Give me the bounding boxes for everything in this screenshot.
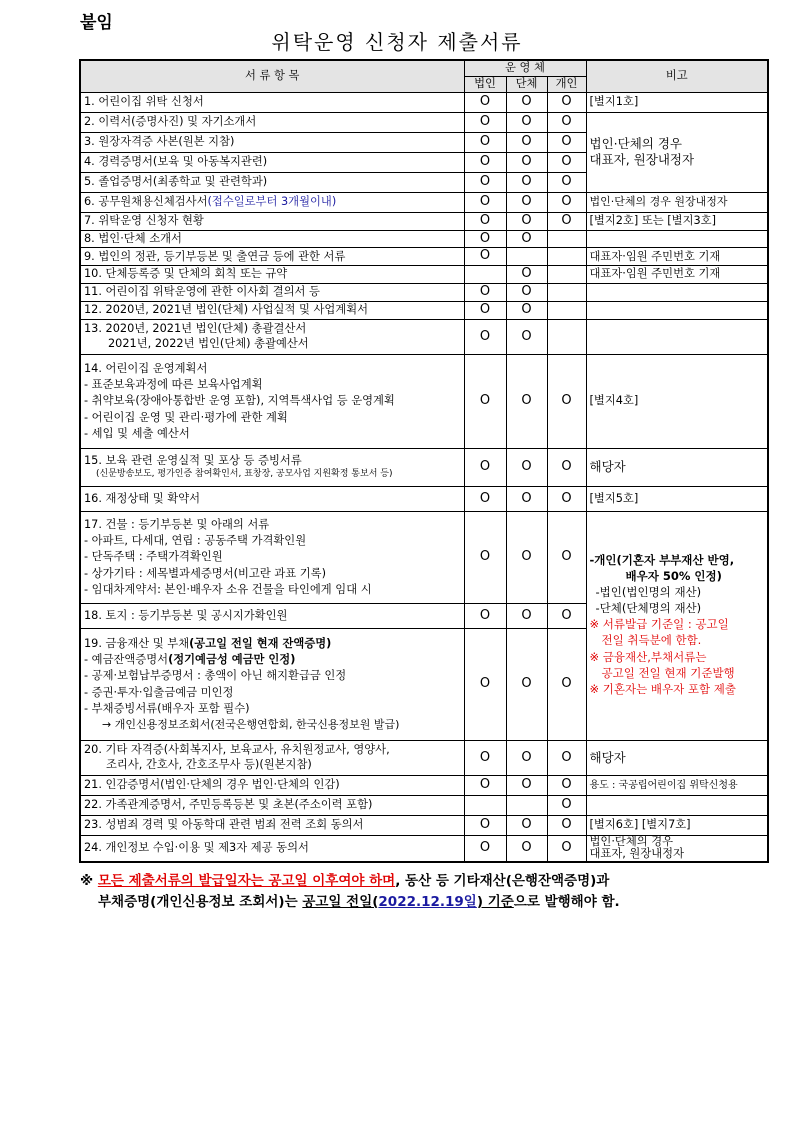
individual-mark: O xyxy=(547,629,586,741)
item-line: - 부채증빙서류(배우자 포함 필수) xyxy=(84,702,250,716)
corp-mark: O xyxy=(464,172,506,192)
item-line: - 상가기타 : 세목별과세증명서(비고란 과표 기록) xyxy=(84,566,326,580)
remark: [별지5호] xyxy=(586,487,768,512)
corp-mark: O xyxy=(464,836,506,862)
footnote-mark: ※ xyxy=(80,873,94,889)
table-row xyxy=(80,776,768,796)
group-mark: O xyxy=(506,320,547,355)
corp-mark: O xyxy=(464,192,506,212)
corp-mark: O xyxy=(464,355,506,449)
documents-table xyxy=(79,59,769,863)
item-line: - 임대차계약서: 본인·배우자 소유 건물을 타인에게 임대 시 xyxy=(84,583,372,597)
footnote-emphasis: 모든 제출서류의 발급일자는 공고일 이후여야 하며 xyxy=(97,873,396,889)
item-line-main: 19. 금융재산 및 부채 xyxy=(84,636,190,650)
footnote-text: 공고일 전일( xyxy=(302,893,379,910)
item-line: 13. 2020년, 2021년 법인(단체) 총괄결산서 xyxy=(84,322,307,336)
individual-mark: O xyxy=(547,192,586,212)
item-label: 1. 어린이집 위탁 신청서 xyxy=(80,92,464,112)
group-mark: O xyxy=(506,741,547,776)
individual-mark: O xyxy=(547,449,586,487)
corp-mark xyxy=(464,796,506,816)
corp-mark: O xyxy=(464,741,506,776)
remark: 해당자 xyxy=(586,741,768,776)
item-label xyxy=(80,741,464,776)
item-line: 조리사, 간호사, 간호조무사 등)(원본지참) xyxy=(106,758,312,772)
item-label: 11. 어린이집 위탁운영에 관한 이사회 결의서 등 xyxy=(80,284,464,302)
item-line: - 공제·보험납부증명서 : 총액이 아닌 해지환급금 인정 xyxy=(84,669,347,683)
property-remark xyxy=(586,512,768,741)
item-label: 5. 졸업증명서(최종학교 및 관련학과) xyxy=(80,172,464,192)
group-mark: O xyxy=(506,92,547,112)
individual-mark xyxy=(547,266,586,284)
remark xyxy=(586,302,768,320)
individual-mark: O xyxy=(547,836,586,862)
footnote-text: , 동산 등 기타재산(은행잔액증명)과 xyxy=(395,873,610,889)
item-label-main: 6. 공무원채용신체검사서 xyxy=(84,194,208,208)
remark-line: 법인·단체의 경우 xyxy=(589,135,682,151)
corp-mark: O xyxy=(464,248,506,266)
table-row xyxy=(80,836,768,862)
item-line: - 표준보육과정에 따른 보육사업계획 xyxy=(84,377,263,391)
footnote-line-2 xyxy=(80,892,780,913)
remark-line: 공고일 전일 현재 기준발행 xyxy=(601,665,735,680)
corp-mark: O xyxy=(464,320,506,355)
item-label xyxy=(80,355,464,449)
group-mark xyxy=(506,796,547,816)
item-label: 22. 가족관계증명서, 주민등록등본 및 초본(주소이력 포함) xyxy=(80,796,464,816)
corp-mark: O xyxy=(464,816,506,836)
item-label: 23. 성범죄 경력 및 아동학대 관련 범죄 전력 조회 동의서 xyxy=(80,816,464,836)
document-title: 위탁운영 신청자 제출서류 xyxy=(271,30,523,54)
table-row xyxy=(80,487,768,512)
item-line-note: (신문방송보도, 평가인증 참여확인서, 표창장, 공모사업 지원확정 통보서 등) xyxy=(96,469,393,479)
corp-mark: O xyxy=(464,92,506,112)
group-mark: O xyxy=(506,192,547,212)
table-row xyxy=(80,320,768,355)
corp-mark: O xyxy=(464,776,506,796)
remark: 해당자 xyxy=(586,449,768,487)
remark xyxy=(586,230,768,248)
footnote-text: 부채증명(개인신용정보 조회서)는 xyxy=(98,893,303,910)
item-label-note: (접수일로부터 3개월이내) xyxy=(207,194,337,208)
group-mark: O xyxy=(506,212,547,230)
remark-line: -법인(법인명의 재산) xyxy=(595,585,702,600)
individual-mark: O xyxy=(547,132,586,152)
individual-mark: O xyxy=(547,172,586,192)
individual-mark xyxy=(547,284,586,302)
table-row xyxy=(80,741,768,776)
group-mark: O xyxy=(506,302,547,320)
remark-line: 법인·단체의 경우 xyxy=(589,835,674,849)
corp-mark: O xyxy=(464,230,506,248)
remark: [별지4호] xyxy=(586,355,768,449)
corp-mark: O xyxy=(464,302,506,320)
footnote xyxy=(80,871,780,913)
remark: [별지1호] xyxy=(586,92,768,112)
remark: [별지2호] 또는 [별지3호] xyxy=(586,212,768,230)
item-line xyxy=(84,652,461,668)
item-line: - 세입 및 세출 예산서 xyxy=(84,427,190,441)
item-line: - 단독주택 : 주택가격확인원 xyxy=(84,550,223,564)
individual-mark: O xyxy=(547,816,586,836)
individual-mark xyxy=(547,302,586,320)
group-mark: O xyxy=(506,487,547,512)
individual-mark xyxy=(547,320,586,355)
corp-mark xyxy=(464,266,506,284)
table-row xyxy=(80,112,768,132)
table-row xyxy=(80,230,768,248)
item-line: 15. 보육 관련 운영실적 및 포상 등 증빙서류 xyxy=(84,454,302,468)
corp-mark: O xyxy=(464,449,506,487)
item-label xyxy=(80,449,464,487)
footnote-text: ) 기준 xyxy=(476,893,514,910)
table-row xyxy=(80,449,768,487)
individual-mark: O xyxy=(547,212,586,230)
table-row xyxy=(80,192,768,212)
group-mark xyxy=(506,248,547,266)
remark-line: 대표자, 원장내정자 xyxy=(589,152,695,168)
individual-mark xyxy=(547,248,586,266)
item-line-bold: (공고일 전일 현재 잔액증명) xyxy=(189,636,332,650)
item-line: - 아파트, 다세대, 연립 : 공동주택 가격확인원 xyxy=(84,533,307,547)
remark-line: 배우자 50% 인정) xyxy=(625,569,722,584)
item-line: 14. 어린이집 운영계획서 xyxy=(84,361,208,375)
group-mark: O xyxy=(506,266,547,284)
remark: 법인·단체의 경우 원장내정자 xyxy=(586,192,768,212)
table-row xyxy=(80,266,768,284)
group-mark: O xyxy=(506,836,547,862)
corp-mark: O xyxy=(464,284,506,302)
item-line: 17. 건물 : 등기부등본 및 아래의 서류 xyxy=(84,517,270,531)
item-label: 12. 2020년, 2021년 법인(단체) 사업실적 및 사업계획서 xyxy=(80,302,464,320)
remark-line: ※ 서류발급 기준일 : 공고일 xyxy=(589,617,729,632)
remark: 대표자·임원 주민번호 기재 xyxy=(586,266,768,284)
individual-mark: O xyxy=(547,512,586,604)
attachment-label: 붙임 xyxy=(80,13,113,33)
remark xyxy=(586,320,768,355)
corp-mark: O xyxy=(464,604,506,629)
corp-mark: O xyxy=(464,112,506,132)
header-items: 서 류 항 목 xyxy=(80,60,464,92)
item-label: 10. 단체등록증 및 단체의 회칙 또는 규약 xyxy=(80,266,464,284)
item-line: - 증권·투자·입출금예금 미인정 xyxy=(84,685,234,699)
corp-mark: O xyxy=(464,629,506,741)
item-line: - 어린이집 운영 및 관리·평가에 관한 계획 xyxy=(84,410,288,424)
item-line-main: - 예금잔액증명서 xyxy=(84,652,169,666)
group-mark: O xyxy=(506,604,547,629)
table-row xyxy=(80,512,768,604)
corp-mark: O xyxy=(464,152,506,172)
item-line xyxy=(84,636,461,652)
table-row xyxy=(80,302,768,320)
remark-line: ※ 금융재산,부채서류는 xyxy=(589,649,707,664)
remark xyxy=(586,284,768,302)
group-mark: O xyxy=(506,284,547,302)
header-corp: 법인 xyxy=(464,76,506,92)
remark xyxy=(586,796,768,816)
item-label: 4. 경력증명서(보육 및 아동복지관련) xyxy=(80,152,464,172)
table-row xyxy=(80,796,768,816)
item-label xyxy=(80,629,464,741)
footnote-text: 으로 발행해야 함. xyxy=(513,893,620,910)
item-label: 8. 법인·단체 소개서 xyxy=(80,230,464,248)
individual-mark: O xyxy=(547,776,586,796)
group-mark: O xyxy=(506,449,547,487)
table-row xyxy=(80,816,768,836)
corp-mark: O xyxy=(464,487,506,512)
remark: 대표자·임원 주민번호 기재 xyxy=(586,248,768,266)
individual-mark: O xyxy=(547,796,586,816)
header-operator: 운 영 체 xyxy=(464,60,586,76)
table-row xyxy=(80,284,768,302)
table-row xyxy=(80,355,768,449)
item-label xyxy=(80,320,464,355)
item-line: 20. 기타 자격증(사회복지사, 보육교사, 유치원정교사, 영양사, xyxy=(84,743,390,757)
remark-line: ※ 기혼자는 배우자 포함 제출 xyxy=(589,681,736,696)
remark-line: 대표자, 원장내정자 xyxy=(589,847,684,861)
individual-mark: O xyxy=(547,92,586,112)
corp-mark: O xyxy=(464,212,506,230)
footnote-date: 2022.12.19일 xyxy=(378,893,477,910)
corp-mark: O xyxy=(464,512,506,604)
group-mark: O xyxy=(506,132,547,152)
individual-mark xyxy=(547,230,586,248)
item-label xyxy=(80,512,464,604)
group-mark: O xyxy=(506,776,547,796)
item-label: 21. 인감증명서(법인·단체의 경우 법인·단체의 인감) xyxy=(80,776,464,796)
remark-line: -개인(기혼자 부부재산 반영, xyxy=(589,553,735,568)
remark xyxy=(586,836,768,862)
corp-mark: O xyxy=(464,132,506,152)
individual-mark: O xyxy=(547,112,586,132)
group-mark: O xyxy=(506,512,547,604)
individual-mark: O xyxy=(547,152,586,172)
remark-line: -단체(단체명의 재산) xyxy=(595,601,702,616)
footnote-line-1 xyxy=(80,871,780,892)
remark xyxy=(586,112,768,192)
group-mark: O xyxy=(506,152,547,172)
item-label: 3. 원장자격증 사본(원본 지참) xyxy=(80,132,464,152)
item-label: 16. 재정상태 및 확약서 xyxy=(80,487,464,512)
item-line: 2021년, 2022년 법인(단체) 총괄예산서 xyxy=(108,337,309,351)
group-mark: O xyxy=(506,172,547,192)
remark-line: 전일 취득분에 한함. xyxy=(601,633,702,648)
header-group: 단체 xyxy=(506,76,547,92)
item-label: 24. 개인정보 수입·이용 및 제3자 제공 동의서 xyxy=(80,836,464,862)
item-label: 2. 이력서(증명사진) 및 자기소개서 xyxy=(80,112,464,132)
table-row xyxy=(80,248,768,266)
individual-mark: O xyxy=(547,355,586,449)
remark: 용도 : 국공립어린이집 위탁신청용 xyxy=(586,776,768,796)
table-row xyxy=(80,92,768,112)
item-label xyxy=(80,192,464,212)
item-label: 9. 법인의 정관, 등기부등본 및 출연금 등에 관한 서류 xyxy=(80,248,464,266)
individual-mark: O xyxy=(547,487,586,512)
table-row xyxy=(80,212,768,230)
header-remarks: 비고 xyxy=(586,60,768,92)
item-line: → 개인신용정보조회서(전국은행연합회, 한국신용정보원 발급) xyxy=(102,718,400,732)
group-mark: O xyxy=(506,230,547,248)
remark: [별지6호] [별지7호] xyxy=(586,816,768,836)
item-line: - 취약보육(장애아통합반 운영 포함), 지역특색사업 등 운영계획 xyxy=(84,394,395,408)
individual-mark: O xyxy=(547,604,586,629)
group-mark: O xyxy=(506,816,547,836)
group-mark: O xyxy=(506,629,547,741)
item-label: 18. 토지 : 등기부등본 및 공시지가확인원 xyxy=(80,604,464,629)
item-line-bold: (정기예금성 예금만 인정) xyxy=(168,652,296,666)
group-mark: O xyxy=(506,355,547,449)
individual-mark: O xyxy=(547,741,586,776)
item-label: 7. 위탁운영 신청자 현황 xyxy=(80,212,464,230)
group-mark: O xyxy=(506,112,547,132)
header-individual: 개인 xyxy=(547,76,586,92)
